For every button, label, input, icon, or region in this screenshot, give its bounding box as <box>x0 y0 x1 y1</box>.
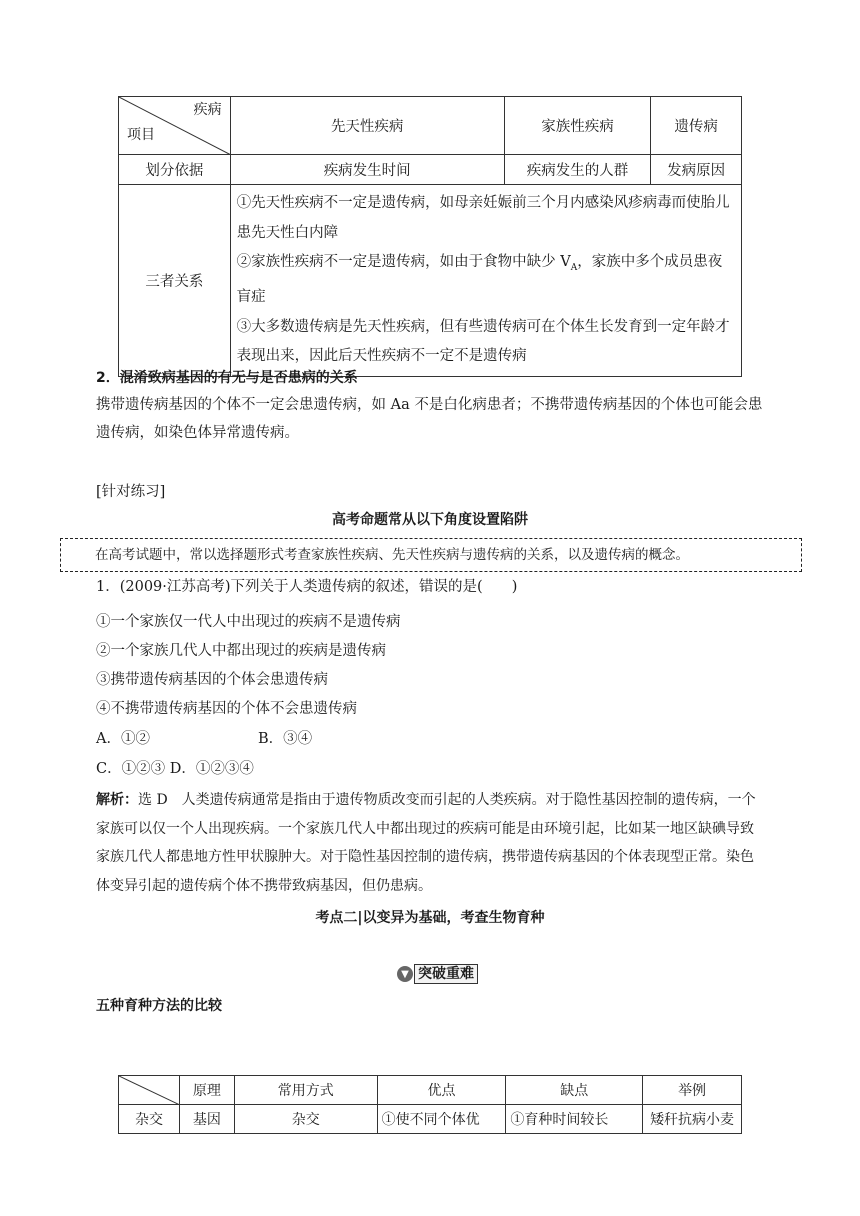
question-item-3: ③携带遗传病基因的个体会患遗传病 <box>96 672 328 688</box>
t2-cell-principle: 基因 <box>179 1105 234 1134</box>
t2-header-example: 举例 <box>643 1076 742 1105</box>
t2-cell-example: 矮秆抗病小麦 <box>643 1105 742 1134</box>
relation-1: ①先天性疾病不一定是遗传病，如母亲妊娠前三个月内感染风疹病毒而使胎儿患先天性白内障 <box>236 195 730 241</box>
t2-header-principle: 原理 <box>179 1076 234 1105</box>
t2-cell-method: 杂交 <box>234 1105 377 1134</box>
question-stem: 1．(2009·江苏高考)下列关于人类遗传病的叙述，错误的是( ) <box>96 579 518 595</box>
relation-3: ③大多数遗传病是先天性疾病，但有些遗传病可在个体生长发育到一定年龄才表现出来，因此后天性疾病不一定不是遗传病 <box>236 318 730 365</box>
cell-basis-genetic: 发病原因 <box>651 155 742 185</box>
t2-cell-advantage: ①使不同个体优 <box>377 1105 506 1134</box>
breeding-comparison-table <box>118 1075 742 1134</box>
t2-header-advantage: 优点 <box>377 1076 506 1105</box>
breakthrough-badge <box>397 963 478 985</box>
option-a: A．①② <box>96 731 150 747</box>
option-c-d: C．①②③ D．①②③④ <box>96 761 254 777</box>
t2-cell-disadvantage: ①育种时间较长 <box>506 1105 643 1134</box>
trap-box: 在高考试题中，常以选择题形式考查家族性疾病、先天性疾病与遗传病的关系，以及遗传病的概念。 <box>60 538 802 572</box>
t2-corner-cell <box>119 1076 180 1105</box>
t2-row-label: 杂交 <box>119 1105 180 1134</box>
practice-label: [针对练习] <box>96 484 166 500</box>
header-bottom-label: 项目 <box>127 127 155 143</box>
kaodian-heading: 考点二|以变异为基础，考查生物育种 <box>315 910 545 926</box>
compare-heading: 五种育种方法的比较 <box>96 998 222 1014</box>
col-header-genetic: 遗传病 <box>651 97 742 155</box>
chevron-down-icon: ▼ <box>397 966 413 982</box>
section-2-body: 携带遗传病基因的个体不一定会患遗传病，如 Aa 不是白化病患者；不携带遗传病基因的个体也可能会患遗传病，如染色体异常遗传病。 <box>96 397 763 441</box>
section-2-heading: 2．混淆致病基因的有无与是否患病的关系 <box>96 370 358 386</box>
disease-comparison-table <box>118 96 742 377</box>
t2-header-method: 常用方式 <box>234 1076 377 1105</box>
diagonal-line <box>119 1076 180 1105</box>
col-header-familial: 家族性疾病 <box>504 97 651 155</box>
question-item-1: ①一个家族仅一代人中出现过的疾病不是遗传病 <box>96 614 401 630</box>
trap-title: 高考命题常从以下角度设置陷阱 <box>332 512 528 528</box>
col-header-congenital: 先天性疾病 <box>230 97 504 155</box>
analysis-text: 选 D 人类遗传病通常是指由于遗传物质改变而引起的人类疾病。对于隐性基因控制的遗传病，一个家族可以仅一个人出现疾病。一个家族几代人中都出现过的疾病可能是由环境引起，比如某一地区缺碘导致家族几代人都患地方性甲状腺肿大。对于隐性基因控制的遗传病，携带遗传病基因的个体表现型正常。染色体变异引起的遗传病个体不携带致病基因，但仍患病。 <box>96 792 756 894</box>
header-top-label: 疾病 <box>193 102 222 118</box>
t2-header-disadvantage: 缺点 <box>506 1076 643 1105</box>
relation-2: ②家族性疾病不一定是遗传病，如由于食物中缺少 $V_A$，家族中多个成员患夜盲症 <box>236 254 723 306</box>
question-item-2: ②一个家族几代人中都出现过的疾病是遗传病 <box>96 643 386 659</box>
diagonal-header-cell <box>119 97 231 155</box>
cell-basis-familial: 疾病发生的人群 <box>504 155 651 185</box>
row-label-basis: 划分依据 <box>119 155 231 185</box>
row-label-relation: 三者关系 <box>119 185 231 377</box>
option-b: B．③④ <box>258 731 313 747</box>
relation-cell <box>230 185 741 377</box>
question-item-4: ④不携带遗传病基因的个体不会患遗传病 <box>96 701 357 717</box>
badge-label: 突破重难 <box>414 964 478 984</box>
analysis-label: 解析： <box>96 792 138 808</box>
analysis <box>96 786 764 900</box>
cell-basis-congenital: 疾病发生时间 <box>230 155 504 185</box>
